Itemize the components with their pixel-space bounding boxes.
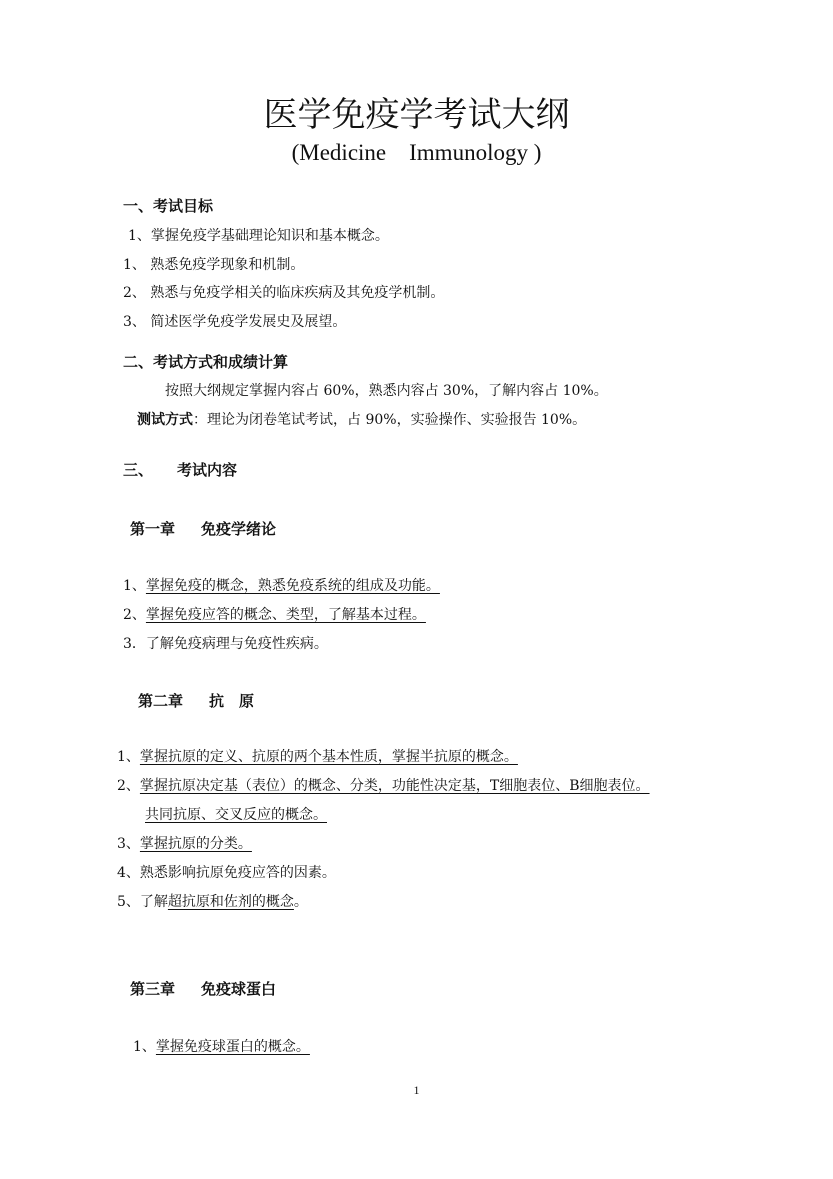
page-number: 1 bbox=[413, 1083, 420, 1097]
chapter1-heading bbox=[130, 519, 276, 539]
chapter2-item-2-cont: 共同抗原、交叉反应的概念。 bbox=[145, 807, 327, 823]
chapter3-item-1: 1、掌握免疫球蛋白的概念。 bbox=[133, 1039, 310, 1055]
chapter2-item-5: 5、了解超抗原和佐剂的概念。 bbox=[117, 894, 308, 910]
chapter2-item-1: 1、掌握抗原的定义、抗原的两个基本性质，掌握半抗原的概念。 bbox=[117, 749, 518, 765]
chapter2-title: 抗 原 bbox=[209, 692, 255, 710]
chapter1-label: 第一章 bbox=[130, 520, 176, 538]
section1-item-4: 3、 简述医学免疫学发展史及展望。 bbox=[123, 314, 347, 330]
section3-heading bbox=[123, 460, 237, 480]
chapter3-label: 第三章 bbox=[130, 980, 176, 998]
chapter1-item-2: 2、掌握免疫应答的概念、类型，了解基本过程。 bbox=[123, 607, 426, 623]
chapter2-label: 第二章 bbox=[138, 692, 184, 710]
section2-heading: 二、考试方式和成绩计算 bbox=[123, 353, 289, 371]
chapter3-title: 免疫球蛋白 bbox=[201, 980, 277, 998]
chapter2-heading bbox=[138, 691, 254, 711]
section1-heading: 一、考试目标 bbox=[123, 197, 214, 215]
test-method-label: 测试方式 bbox=[137, 412, 193, 428]
chapter2-item-4: 4、熟悉影响抗原免疫应答的因素。 bbox=[117, 865, 336, 881]
chapter1-title: 免疫学绪论 bbox=[201, 520, 277, 538]
test-method-line bbox=[137, 410, 586, 430]
chapter2-item-2: 2、掌握抗原决定基（表位）的概念、分类，功能性决定基，T细胞表位、B细胞表位。 bbox=[117, 778, 650, 794]
section1-item-2: 1、 熟悉免疫学现象和机制。 bbox=[123, 257, 305, 273]
chapter1-item-3: 3．了解免疫病理与免疫性疾病。 bbox=[123, 636, 328, 652]
chapter2-item-3: 3、掌握抗原的分类。 bbox=[117, 836, 252, 852]
section2-paragraph: 按照大纲规定掌握内容占 60%，熟悉内容占 30%，了解内容占 10%。 bbox=[165, 383, 608, 399]
chapter1-item-1: 1、掌握免疫的概念，熟悉免疫系统的组成及功能。 bbox=[123, 578, 440, 594]
document-subtitle: (Medicine Immunology ) bbox=[291, 140, 542, 165]
section3-heading-text: 考试内容 bbox=[177, 461, 238, 479]
chapter3-heading bbox=[130, 979, 276, 999]
section1-item-3: 2、 熟悉与免疫学相关的临床疾病及其免疫学机制。 bbox=[123, 285, 445, 301]
section3-heading-number: 三、 bbox=[123, 461, 154, 479]
document-title: 医学免疫学考试大纲 bbox=[263, 95, 570, 135]
test-method-text: ：理论为闭卷笔试考试，占 90%，实验操作、实验报告 10%。 bbox=[193, 412, 587, 428]
section1-item-1: 1、掌握免疫学基础理论知识和基本概念。 bbox=[128, 228, 389, 244]
